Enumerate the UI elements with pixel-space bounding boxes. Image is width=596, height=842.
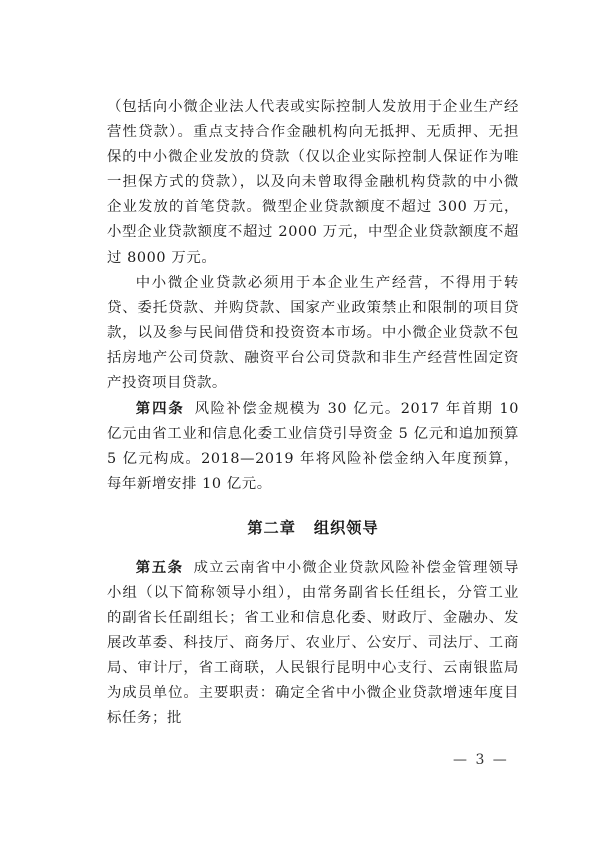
article-five: [107, 555, 519, 732]
article-four-label: 第四条: [135, 400, 185, 418]
article-five-label: 第五条: [135, 558, 184, 576]
article-four: [107, 396, 519, 497]
article-four-text: 风险补偿金规模为 30 亿元。2017 年首期 10 亿元由省工业和信息化委工业信贷引导资金 5 亿元和追加预算 5 亿元构成。2018—2019 年将风险补偿金纳入年度预算，每年新增安排 10 亿元。: [107, 401, 519, 493]
paragraph-loan-usage: 中小微企业贷款必须用于本企业生产经营，不得用于转贷、委托贷款、并购贷款、国家产业政策禁止和限制的项目贷款，以及参与民间借贷和投资资本市场。中小微企业贷款不包括房地产公司贷款、融资平台公司贷款和非生产经营性固定资产投资项目贷款。: [107, 274, 519, 392]
paragraph-continuation: （包括向小微企业法人代表或实际控制人发放用于企业生产经营性贷款）。重点支持合作金融机构向无抵押、无质押、无担保的中小微企业发放的贷款（仅以企业实际控制人保证作为唯一担保方式的贷款），以及向未曾取得金融机构贷款的中小微企业发放的首笔贷款。微型企业贷款额度不超过 300 万元，小型企业贷款额度不超过 2000 万元，中型企业贷款额度不超过 8000 万元。: [107, 99, 519, 266]
page-number: — 3 —: [453, 752, 509, 768]
chapter-title: 组织领导: [313, 518, 379, 537]
document-body: [107, 95, 519, 731]
chapter-heading: [107, 516, 519, 541]
chapter-number: 第二章: [247, 518, 296, 537]
article-five-text: 成立云南省中小微企业贷款风险补偿金管理领导小组（以下简称领导小组），由常务副省长任组长，分管工业的副省长任副组长；省工业和信息化委、财政厅、金融办、发展改革委、科技厅、商务厅、农业厅、公安厅、司法厅、工商局、审计厅，省工商联，人民银行昆明中心支行、云南银监局为成员单位。主要职责：确定全省中小微企业贷款增速年度目标任务；批: [107, 559, 519, 727]
